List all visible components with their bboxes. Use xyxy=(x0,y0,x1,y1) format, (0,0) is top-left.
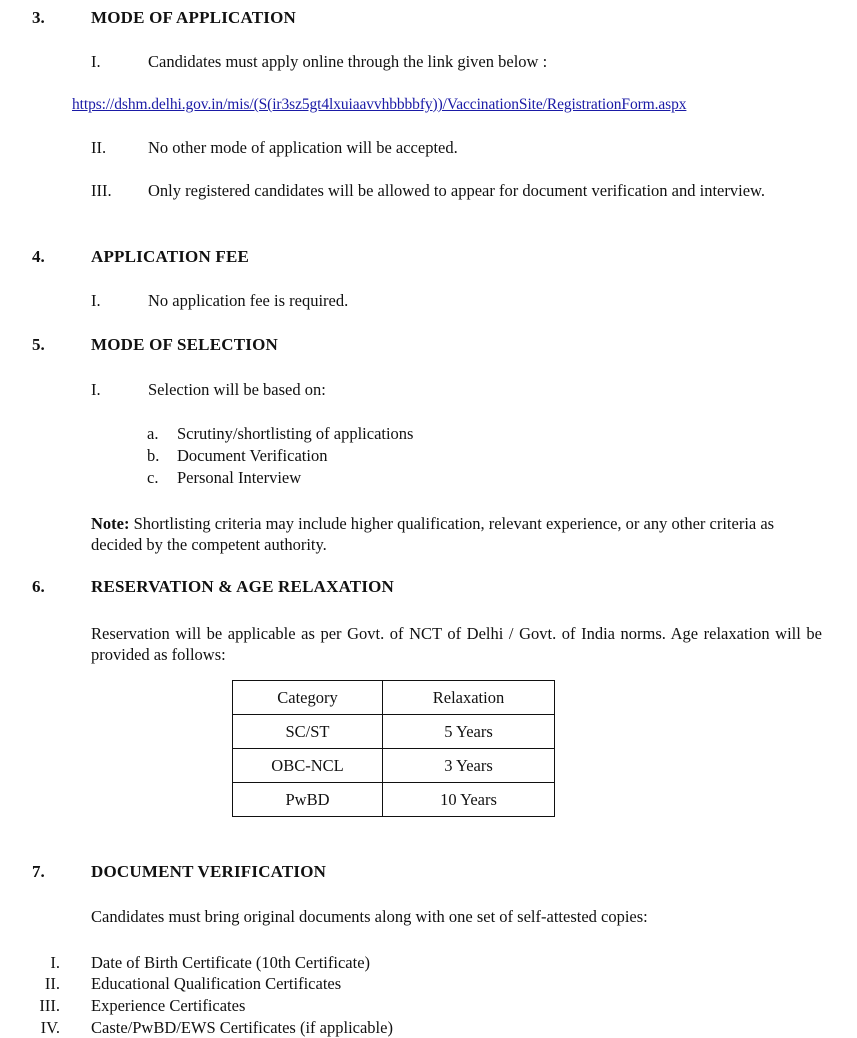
table-cell: 10 Years xyxy=(383,783,555,817)
registration-link[interactable]: https://dshm.delhi.gov.in/mis/(S(ir3sz5gt4lxuiaavvhbbbbfy))/VaccinationSite/RegistrationForm.aspx xyxy=(72,96,687,113)
table-cell: 5 Years xyxy=(383,715,555,749)
item-text: Only registered candidates will be allowed to appear for document verification and interview. xyxy=(148,181,765,200)
table-cell: PwBD xyxy=(233,783,383,817)
item-numeral: I. xyxy=(91,52,101,71)
document-item: Date of Birth Certificate (10th Certificate) xyxy=(91,953,371,972)
table-row xyxy=(233,749,555,783)
sub-item-text: Document Verification xyxy=(177,446,328,465)
document-numeral: III. xyxy=(39,996,60,1015)
note-text: Shortlisting criteria may include higher qualification, relevant experience, or any other criteria as decided by the competent authority. xyxy=(91,514,775,554)
table-header-cell: Category xyxy=(233,681,383,715)
table-row xyxy=(233,783,555,817)
note-label: Note: xyxy=(91,514,130,533)
item-text: No other mode of application will be accepted. xyxy=(148,138,458,157)
item-numeral: II. xyxy=(91,138,107,157)
document-item: Caste/PwBD/EWS Certificates (if applicable) xyxy=(91,1018,393,1037)
table-cell: SC/ST xyxy=(233,715,383,749)
reservation-intro: Reservation will be applicable as per Govt. of NCT of Delhi / Govt. of India norms. Age relaxation will be provided as follows: xyxy=(91,624,822,664)
note-paragraph xyxy=(91,513,811,555)
item-text: Selection will be based on: xyxy=(148,380,326,399)
sub-item-text: Personal Interview xyxy=(177,468,302,487)
item-numeral: I. xyxy=(91,291,101,310)
section-title: DOCUMENT VERIFICATION xyxy=(91,862,327,881)
sub-item-letter: c. xyxy=(147,468,159,487)
section-title: RESERVATION & AGE RELAXATION xyxy=(91,577,395,596)
section-number: 5. xyxy=(32,335,45,354)
table-cell: OBC-NCL xyxy=(233,749,383,783)
table-header-cell: Relaxation xyxy=(383,681,555,715)
section-number: 4. xyxy=(32,247,45,266)
document-intro: Candidates must bring original documents along with one set of self-attested copies: xyxy=(91,907,648,926)
section-title: APPLICATION FEE xyxy=(91,247,250,266)
item-text: No application fee is required. xyxy=(148,291,349,310)
relaxation-table xyxy=(232,680,555,817)
table-header-row xyxy=(233,681,555,715)
document-numeral: I. xyxy=(50,953,60,972)
section-number: 7. xyxy=(32,862,45,881)
item-numeral: III. xyxy=(91,181,112,200)
document-numeral: IV. xyxy=(40,1018,60,1037)
table-row xyxy=(233,715,555,749)
document-item: Educational Qualification Certificates xyxy=(91,974,342,993)
item-numeral: I. xyxy=(91,380,101,399)
section-title: MODE OF SELECTION xyxy=(91,335,278,354)
section-number: 3. xyxy=(32,8,45,27)
document-numeral: II. xyxy=(44,974,60,993)
sub-item-text: Scrutiny/shortlisting of applications xyxy=(177,424,414,443)
sub-item-letter: b. xyxy=(147,446,160,465)
item-text: Candidates must apply online through the link given below : xyxy=(148,52,548,71)
table-cell: 3 Years xyxy=(383,749,555,783)
document-item: Experience Certificates xyxy=(91,996,246,1015)
section-title: MODE OF APPLICATION xyxy=(91,8,296,27)
sub-item-letter: a. xyxy=(147,424,159,443)
section-number: 6. xyxy=(32,577,45,596)
